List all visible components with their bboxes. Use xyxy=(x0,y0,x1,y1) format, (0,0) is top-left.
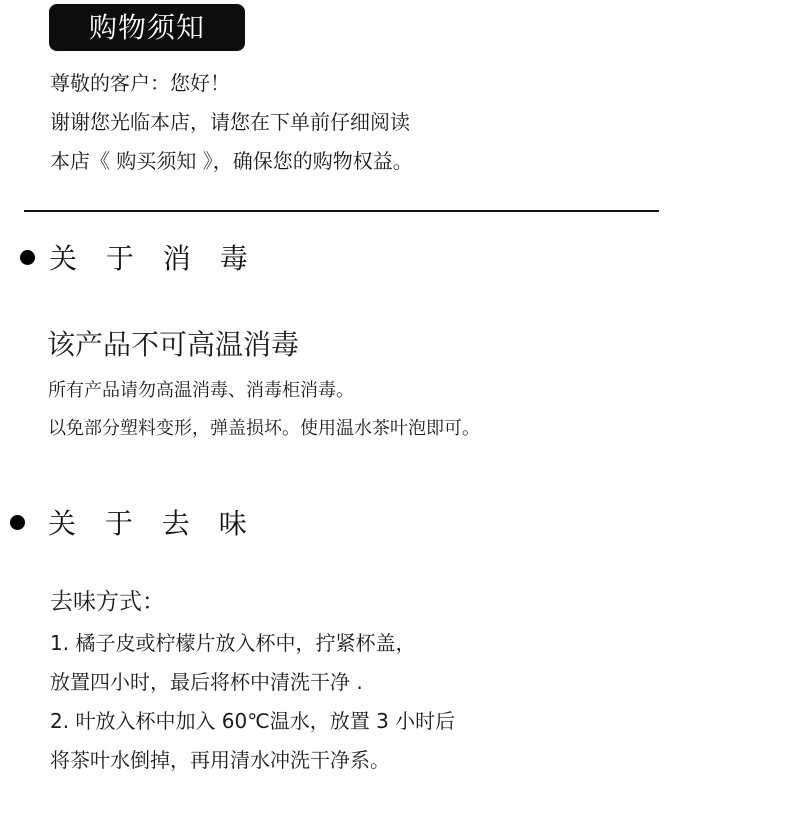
divider-line xyxy=(24,210,659,212)
greeting-block xyxy=(50,64,413,181)
section-disinfection-header xyxy=(0,237,258,277)
greeting-line: 尊敬的客户：您好！ xyxy=(50,71,230,95)
step-line: 将茶叶水倒掉，再用清水冲洗干净系。 xyxy=(50,748,390,772)
section-title-odor: 关 于 去 味 xyxy=(48,507,257,540)
step-line: 1. 橘子皮或柠檬片放入杯中，拧紧杯盖， xyxy=(50,631,416,655)
step-line: 2. 叶放入杯中加入 60℃温水，放置 3 小时后 xyxy=(50,709,456,733)
section-title-disinfection: 关 于 消 毒 xyxy=(49,242,258,275)
section-disinfection-subheading: 该产品不可高温消毒 xyxy=(47,328,300,361)
bullet-icon xyxy=(10,515,25,530)
body-line: 以免部分塑料变形，弹盖损坏。使用温水茶叶泡即可。 xyxy=(48,418,480,439)
step-line: 放置四小时，最后将杯中清洗干净 . xyxy=(50,670,363,694)
odor-method-steps xyxy=(50,624,455,780)
greeting-line: 谢谢您光临本店，请您在下单前仔细阅读 xyxy=(50,110,410,134)
greeting-line: 本店《 购买须知 》，确保您的购物权益。 xyxy=(50,149,413,173)
body-line: 所有产品请勿高温消毒、消毒柜消毒。 xyxy=(48,380,354,401)
section-disinfection-body xyxy=(48,372,480,448)
odor-method-title: 去味方式： xyxy=(50,589,165,615)
page-title-badge xyxy=(49,4,245,51)
section-odor-header xyxy=(0,502,257,542)
bullet-icon xyxy=(20,250,35,265)
page-title: 购物须知 xyxy=(88,11,205,44)
